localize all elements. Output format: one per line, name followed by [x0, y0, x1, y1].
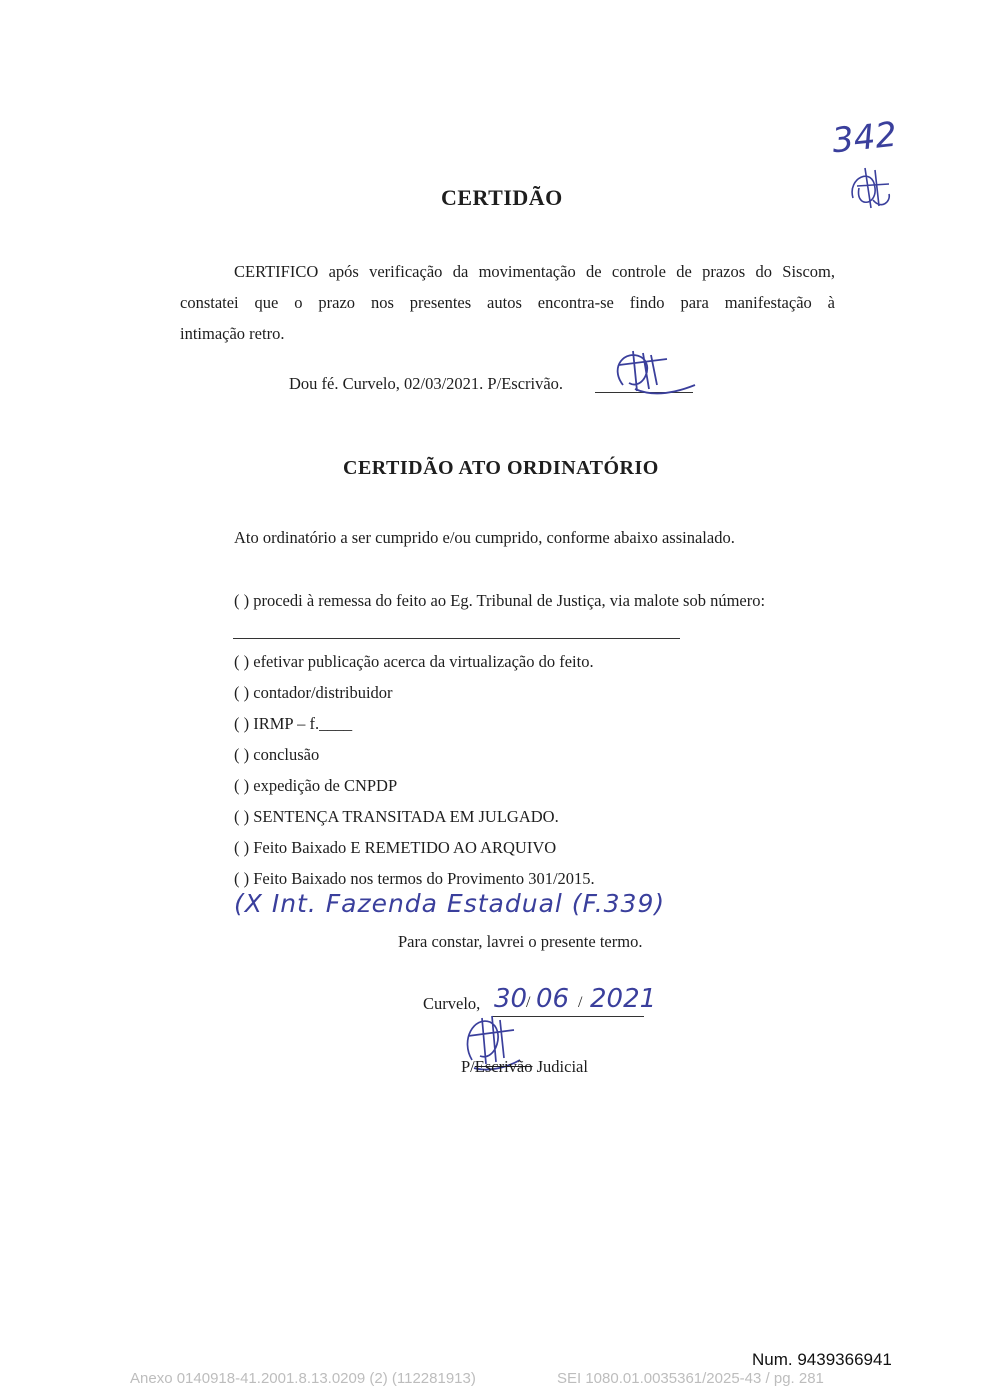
certidao-signature-line: Dou fé. Curvelo, 02/03/2021. P/Escrivão.	[289, 374, 564, 393]
date-prefix: Curvelo,	[423, 994, 481, 1013]
signature-label-prefix: P/	[461, 1057, 475, 1076]
signature-label-suffix: Judicial	[532, 1057, 588, 1076]
document-number: Num. 9439366941	[752, 1350, 892, 1369]
certidao-line-3: intimação retro.	[180, 324, 285, 343]
date-year: 2021	[590, 984, 657, 1014]
signature-label	[461, 1057, 588, 1077]
option-cnpdp: ( ) expedição de CNPDP	[234, 776, 398, 795]
ato-intro: Ato ordinatório a ser cumprido e/ou cumprido, conforme abaixo assinalado.	[234, 528, 735, 547]
signature-mark-1	[605, 345, 700, 400]
handwritten-option: (X Int. Fazenda Estadual (F.339)	[234, 889, 666, 918]
option-sentenca: ( ) SENTENÇA TRANSITADA EM JULGADO.	[234, 807, 559, 826]
option-arquivo: ( ) Feito Baixado E REMETIDO AO ARQUIVO	[234, 838, 557, 857]
malote-number-line	[233, 638, 680, 639]
initials-mark-top	[845, 158, 895, 213]
option-irmp: ( ) IRMP – f.____	[234, 714, 353, 733]
footer-sei: SEI 1080.01.0035361/2025-43 / pg. 281	[557, 1370, 824, 1387]
option-remessa: ( ) procedi à remessa do feito ao Eg. Tribunal de Justiça, via malote sob número:	[234, 591, 766, 610]
date-slash-2: /	[578, 994, 583, 1011]
certidao-paragraph	[180, 256, 835, 349]
signature-label-struck: Escrivão	[474, 1057, 533, 1076]
option-publicacao: ( ) efetivar publicação acerca da virtualização do feito.	[234, 652, 594, 671]
option-provimento: ( ) Feito Baixado nos termos do Provimento 301/2015.	[234, 869, 595, 888]
option-conclusao: ( ) conclusão	[234, 745, 320, 764]
date-month: 06	[536, 984, 570, 1014]
closing-text: Para constar, lavrei o presente termo.	[398, 932, 643, 951]
footer-anexo: Anexo 0140918-41.2001.8.13.0209 (2) (112281913)	[130, 1370, 476, 1387]
ato-title: CERTIDÃO ATO ORDINATÓRIO	[343, 457, 659, 479]
certidao-line-1: CERTIFICO após verificação da movimentação de controle de prazos do Siscom,	[234, 262, 835, 281]
date-slash-1: /	[526, 994, 531, 1011]
certidao-title: CERTIDÃO	[441, 185, 563, 210]
certidao-line-2: constatei que o prazo nos presentes autos encontra-se findo para manifestação à	[180, 293, 835, 312]
date-day: 30	[494, 984, 528, 1014]
option-contador: ( ) contador/distribuidor	[234, 683, 393, 702]
handwritten-page-number: 342	[830, 114, 899, 162]
